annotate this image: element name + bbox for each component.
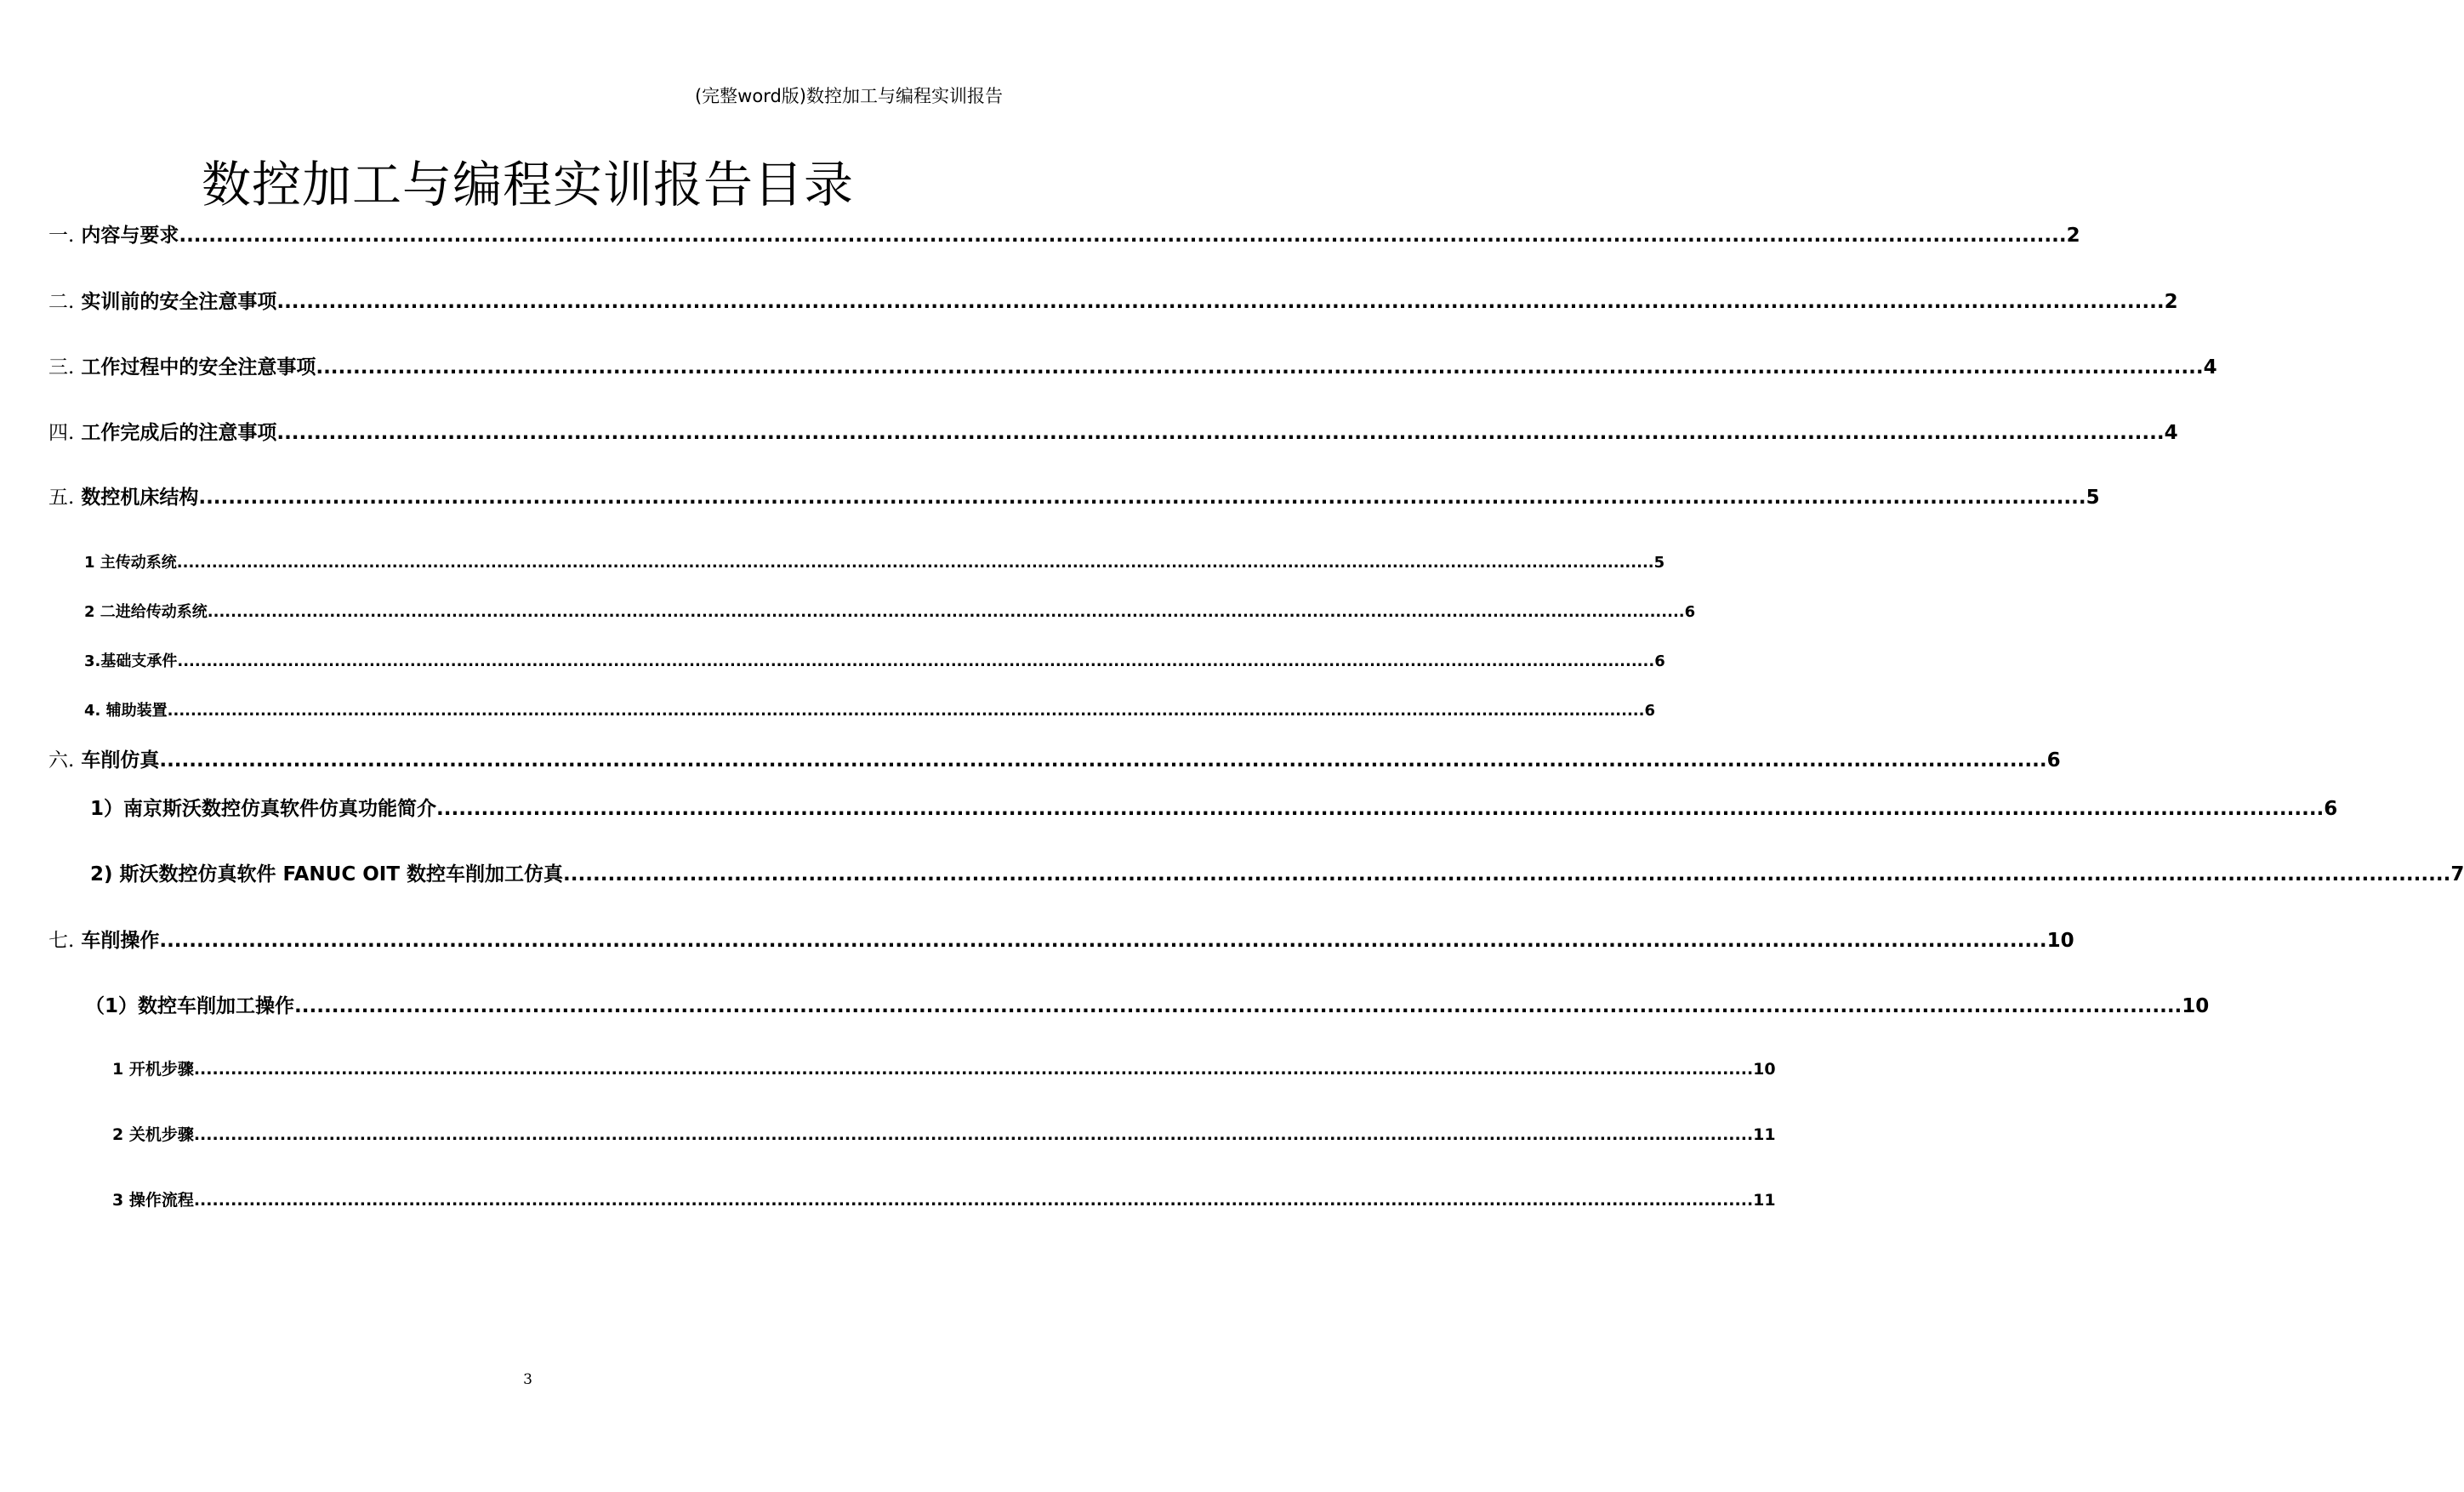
toc-entry-label: 工作过程中的安全注意事项 [81, 356, 316, 379]
toc-entry-7-1-3[interactable] [112, 1187, 1776, 1210]
toc-entry-7-1-2[interactable] [112, 1122, 1776, 1145]
toc-entry-5-3[interactable] [84, 649, 1665, 671]
dot-leader: .............................................................................................................................................................................................................................................................. [294, 995, 2182, 1017]
page-title: 数控加工与编程实训报告目录 [201, 156, 854, 214]
toc-entry-label: 车削操作 [81, 930, 160, 952]
running-header: (完整word版)数控加工与编程实训报告 [694, 86, 1003, 106]
toc-entry-number: 六. [48, 749, 75, 772]
toc-entry-4[interactable] [48, 417, 2178, 445]
dot-leader: .............................................................................................................................................................................................................................................................. [563, 863, 2451, 886]
toc-entry-page: 4 [2203, 356, 2217, 379]
toc-entry-number: 七. [48, 930, 75, 952]
toc-entry-number: 三. [48, 356, 75, 379]
toc-entry-page: 11 [1753, 1191, 1776, 1210]
dot-leader: .............................................................................................................................................................................................................................................................. [176, 554, 1654, 572]
toc-entry-label: 1 主传动系统 [84, 554, 177, 572]
toc-entry-label: 2 二进给传动系统 [84, 603, 208, 621]
toc-entry-label: 2) 斯沃数控仿真软件 FANUC OIT 数控车削加工仿真 [90, 863, 564, 886]
dot-leader: .............................................................................................................................................................................................................................................................. [193, 1125, 1754, 1144]
toc-entry-label: 实训前的安全注意事项 [81, 291, 277, 313]
toc-entry-page: 6 [1644, 702, 1655, 720]
toc-entry-page: 11 [1753, 1125, 1776, 1144]
toc-entry-page: 2 [2164, 291, 2178, 313]
toc-entry-number: 二. [48, 291, 75, 313]
toc-entry-page: 6 [1684, 603, 1696, 621]
toc-entry-page: 6 [2324, 798, 2338, 820]
dot-leader: .............................................................................................................................................................................................................................................................. [436, 798, 2325, 820]
toc-entry-label: 车削仿真 [81, 749, 160, 772]
toc-entry-7-1-1[interactable] [112, 1056, 1776, 1079]
dot-leader: .............................................................................................................................................................................................................................................................. [177, 652, 1655, 670]
toc-entry-number: 五. [48, 487, 75, 509]
dot-leader: .............................................................................................................................................................................................................................................................. [276, 422, 2165, 444]
dot-leader: .............................................................................................................................................................................................................................................................. [316, 356, 2204, 379]
toc-entry-page: 5 [1653, 554, 1665, 572]
toc-entry-label: 工作完成后的注意事项 [81, 422, 277, 444]
toc-entry-page: 7 [2450, 863, 2464, 886]
toc-entry-page: 2 [2066, 225, 2080, 247]
toc-entry-number: 一. [48, 225, 75, 247]
toc-entry-label: 4. 辅助装置 [84, 702, 168, 720]
toc-entry-7[interactable] [48, 925, 2074, 953]
toc-entry-page: 6 [2046, 749, 2061, 772]
dot-leader: .............................................................................................................................................................................................................................................................. [193, 1060, 1754, 1079]
toc-entry-label: 3 操作流程 [112, 1191, 194, 1210]
toc-entry-label: 2 关机步骤 [112, 1125, 194, 1144]
toc-entry-page: 10 [1753, 1060, 1776, 1079]
toc-entry-label: 数控机床结构 [81, 487, 199, 509]
toc-entry-6-2[interactable] [90, 858, 2464, 886]
toc-entry-7-1[interactable] [85, 990, 2210, 1018]
toc-entry-3[interactable] [48, 351, 2217, 379]
toc-entry-label: （1）数控车削加工操作 [85, 995, 295, 1017]
dot-leader: .............................................................................................................................................................................................................................................................. [167, 702, 1645, 720]
toc-entry-6-1[interactable] [90, 793, 2338, 821]
toc-entry-5[interactable] [48, 481, 2100, 510]
toc-entry-label: 1）南京斯沃数控仿真软件仿真功能简介 [90, 798, 437, 820]
toc-entry-5-1[interactable] [84, 550, 1665, 572]
dot-leader: .............................................................................................................................................................................................................................................................. [193, 1191, 1754, 1210]
toc-entry-label: 3.基础支承件 [84, 652, 178, 670]
toc-entry-2[interactable] [48, 286, 2178, 314]
toc-entry-label: 1 开机步骤 [112, 1060, 194, 1079]
dot-leader: .............................................................................................................................................................................................................................................................. [159, 749, 2047, 772]
toc-entry-number: 四. [48, 422, 75, 444]
toc-entry-6[interactable] [48, 744, 2061, 772]
dot-leader: .............................................................................................................................................................................................................................................................. [207, 603, 1685, 621]
toc-entry-page: 5 [2086, 487, 2100, 509]
toc-entry-page: 10 [2182, 995, 2210, 1017]
dot-leader: .............................................................................................................................................................................................................................................................. [276, 291, 2165, 313]
dot-leader: .............................................................................................................................................................................................................................................................. [159, 930, 2047, 952]
dot-leader: .............................................................................................................................................................................................................................................................. [179, 225, 2067, 247]
toc-entry-5-2[interactable] [84, 600, 1696, 622]
toc-entry-page: 6 [1654, 652, 1665, 670]
toc-entry-page: 4 [2164, 422, 2178, 444]
toc-entry-label: 内容与要求 [81, 225, 179, 247]
page-number: 3 [523, 1371, 532, 1388]
toc-entry-page: 10 [2046, 930, 2074, 952]
toc-entry-5-4[interactable] [84, 698, 1655, 720]
toc-entry-1[interactable] [48, 219, 2080, 248]
dot-leader: .............................................................................................................................................................................................................................................................. [198, 487, 2086, 509]
